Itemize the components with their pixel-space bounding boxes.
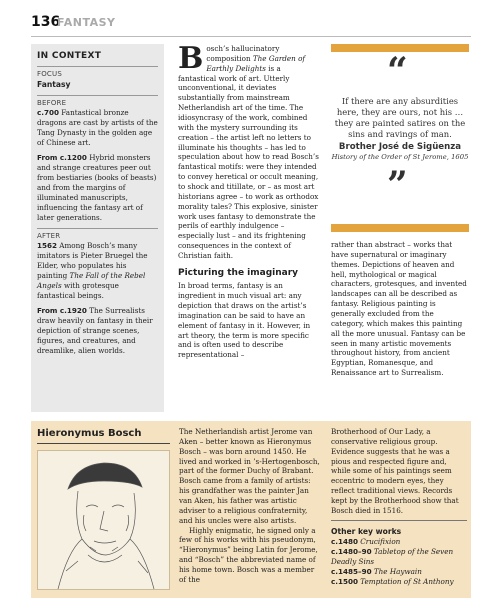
biography-title: Hieronymus Bosch [37,428,142,439]
before-label: BEFORE [37,98,67,107]
after-entry: From c.1920 The Surrealists draw heavily on fantasy in their depiction of strange scenes, figures, and creatures, and dreamlike, alien worlds. [37,305,153,355]
page-header [0,0,500,38]
focus-label: FOCUS [37,70,62,79]
biography-box [31,421,471,598]
focus-value: Fantasy [37,80,158,95]
key-work-item: c.1500 Temptation of St Anthony [331,576,454,586]
key-work-item: c.1480 Crucifixion [331,537,401,547]
in-context-box [31,44,164,412]
biography-paragraph: Highly enigmatic, he signed only a few of his works with his pseudonym, “Hieronymus” being Latin for Jerome, and “Bosch” the abbreviated name of his home town. Bosch was a member of the [179,525,318,584]
page-number: 136 [31,14,61,30]
after-entry: 1562 Among Bosch’s many imitators is Pieter Bruegel the Elder, who populates his painting The Fall of the Rebel Angels with grotesque fantastical beings. [37,241,148,300]
portrait-image [37,450,170,590]
open-quote-icon: “ [387,50,408,92]
quote-text: If there are any absurdities here, they are ours, not his … they are painted satires on the sins and ravings of man. [334,96,466,139]
biography-paragraph: The Netherlandish artist Jerome van Aken – better known as Hieronymus Bosch – was born around 1450. He lived and worked in ’s-Hertogenbosch, part of the former Duchy of Brabant. Bosch came from a family of artists: his grandfather was the painter Jan van Aken, his father was artistic adviser to a religious confraternity, and his uncles were also artists. [179,427,320,525]
header-rule [31,36,471,37]
after-label: AFTER [37,231,61,240]
biography-column-1 [179,427,321,585]
quote-bottom-bar [331,224,469,232]
before-entry: From c.1200 Hybrid monsters and strange creatures peer out from bestiaries (books of beasts) and from the margins of illuminated manuscripts, influencing the fantasy art of later generations. [37,152,157,222]
body-paragraph: rather than abstract – works that have supernatural or imaginary themes. Depictions of heaven and hell, mythological or magical characters, grotesques, and invented landscapes can all be described as fantasy. Religious painting is generally excluded from the category, which makes this painting all the more unusual. Fantasy can be seen in many artistic movements throughout history, from ancient Egyptian, Romanesque, and Renaissance art to Surrealism. [331,240,467,378]
quote-source: History of the Order of St Jerome, 1605 [331,152,469,161]
in-context-title: IN CONTEXT [37,50,158,67]
quote-body [331,96,469,162]
drop-cap: B [178,41,204,76]
biography-rule [37,443,170,444]
section-title: FANTASY [57,16,116,29]
close-quote-icon: ” [387,164,408,206]
article-column-1 [178,41,320,360]
key-works-heading: Other key works [331,520,467,537]
context-divider [37,228,158,229]
biography-paragraph: Brotherhood of Our Lady, a conservative religious group. Evidence suggests that he was a pious and respected figure and, while some of his paintings seem eccentric to modern eyes, they reflect traditional views. Records kept by the Brotherhood show that Bosch died in 1516. [331,427,459,515]
biography-column-2 [331,427,467,586]
key-work-item: c.1480–90 Tabletop of the Seven Deadly Sins [331,546,454,566]
intro-paragraph: Bosch’s hallucinatory composition The Garden of Earthly Delights is a fantastical work of art. Utterly unconventional, it deviates substantially from mainstream Netherlandish art of the time. The idiosyncrasy of the work, combined with the mystery surrounding its creation – the artist left no letters to illuminate his thoughts – has led to speculation about how to read Bosch’s fantastical motifs: were they intended to convey heretical or occult meaning, to shock and titillate, or – as most art historians agree – to work as orthodox morality tales? This explosive, sinister work uses fantasy to demonstrate the perils of earthly indulgence – especially lust – and its frightening consequences in the context of Christian faith. [178,41,319,261]
body-paragraph: In broad terms, fantasy is an ingredient in much visual art: any depiction that draws on the artist’s imagination can be said to have an element of fantasy in it. However, in art theory, the term is more specific and is often used to describe representational – [178,281,311,360]
before-entry: c.700 Fantastical bronze dragons are cast by artists of the Tang Dynasty in the golden age of Chinese art. [37,108,158,147]
key-work-item: c.1485–90 The Haywain [331,566,422,576]
portrait-engraving [38,451,169,589]
pull-quote [331,44,469,232]
article-column-2 [331,240,469,378]
subheading: Picturing the imaginary [178,267,299,278]
quote-author: Brother José de Sigüenza [338,141,462,152]
